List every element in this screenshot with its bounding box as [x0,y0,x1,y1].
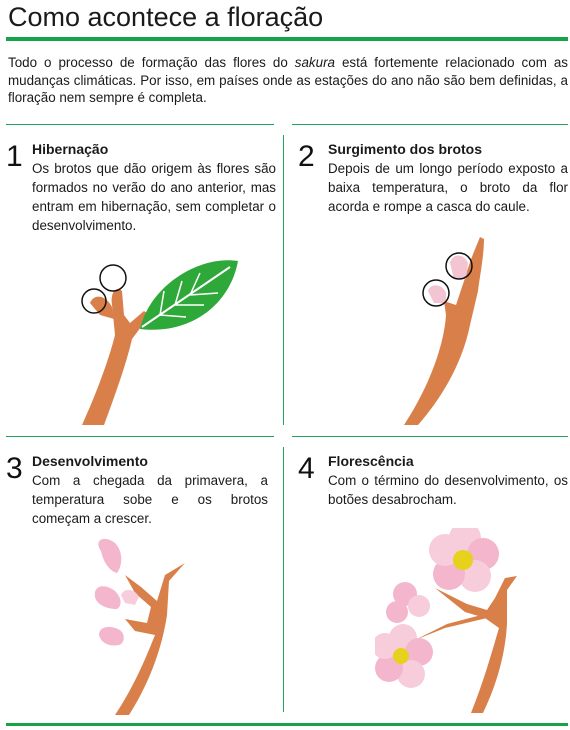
branch-shape [435,576,517,713]
stage-title-3: Desenvolvimento [32,453,148,469]
bottom-rule [6,723,568,726]
stage-title-1: Hibernação [32,141,109,157]
flower-bud [99,627,124,646]
branch-shape [415,614,487,640]
flowering-illustration [375,528,530,713]
divider-top-left [6,124,274,125]
stage-number-2: 2 [298,140,315,173]
page-title: Como acontece a floração [8,2,324,32]
blossom-icon [429,528,499,592]
stage-description-1: Os brotos que dão origem às flores são formados no verão do ano anterior, mas entram em hibernação, sem completar o desenvolvimento. [32,161,276,233]
leaf-icon [140,260,238,330]
bud-shape [428,285,446,303]
blossom-icon [386,582,430,623]
development-illustration [85,535,210,715]
branch-shape [115,563,185,715]
bud-shape [90,297,114,319]
branch-shape [82,289,150,425]
divider-mid-left [6,436,274,437]
stage-description-2: Depois de um longo período exposto a baixa temperatura, o broto da flor acorda e rompe a casca do caule. [328,161,568,214]
stage-number-4: 4 [298,452,315,485]
stage-title-4: Florescência [328,453,414,469]
stage-number-1: 1 [6,140,23,173]
divider-vertical-top [283,135,284,425]
flower-bud [95,586,121,609]
stage-number-3: 3 [6,452,23,485]
stage-description-3: Com a chegada da primavera, a temperatura sobe e os brotos começam a crescer. [32,473,268,526]
blossom-icon [375,624,433,688]
bud-shape [450,256,468,280]
divider-top-right [292,124,568,125]
divider-mid-right [292,436,568,437]
bud-marker-circle [100,265,126,291]
hibernation-illustration [60,255,260,425]
flower-bud [98,539,121,573]
stage-title-2: Surgimento dos brotos [328,141,482,157]
intro-paragraph: Todo o processo de formação das flores do sakura está fortemente relacionado com as mudanças climáticas. Por isso, em países onde as estações do ano não são bem definidas, a floração nem sempre é completa. [8,55,568,105]
divider-vertical-bottom [283,447,284,712]
stage-description-4: Com o término do desenvolvimento, os botões desabrocham. [328,473,568,507]
title-rule [6,37,568,41]
budding-illustration [400,235,510,425]
